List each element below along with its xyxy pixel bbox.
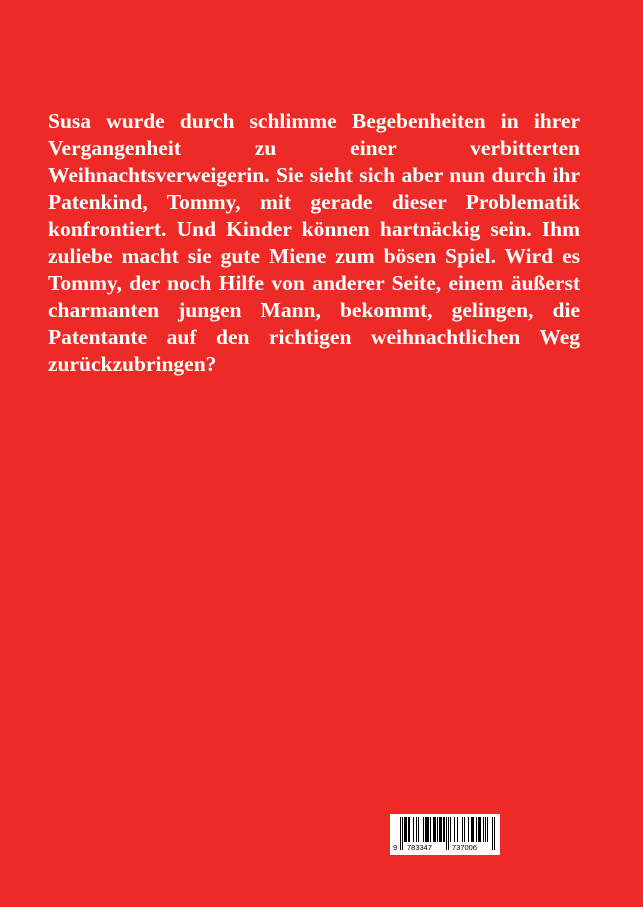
barcode-bar bbox=[418, 817, 419, 842]
barcode-bar bbox=[404, 817, 405, 842]
barcode-bar bbox=[457, 817, 458, 842]
barcode-bar bbox=[416, 817, 417, 842]
barcode-bar bbox=[444, 817, 445, 842]
barcode-bar bbox=[426, 817, 427, 842]
barcode-bar bbox=[462, 817, 463, 842]
barcode-bar bbox=[464, 817, 465, 842]
barcode-bar bbox=[434, 817, 435, 842]
barcode-bar bbox=[487, 817, 488, 842]
barcode-bar bbox=[478, 817, 479, 842]
barcode-bar bbox=[439, 817, 440, 842]
barcode-bar bbox=[409, 817, 410, 842]
barcode-bar bbox=[423, 817, 424, 842]
barcode-bar bbox=[479, 817, 480, 842]
barcode-bar bbox=[480, 817, 481, 842]
barcode-left-group: 783347 bbox=[407, 843, 433, 852]
barcode-bar bbox=[440, 817, 441, 842]
barcode-bar bbox=[476, 817, 477, 842]
barcode-bar bbox=[473, 817, 474, 842]
barcode-bar bbox=[425, 817, 426, 842]
barcode-bar bbox=[441, 817, 442, 842]
barcode-digits bbox=[390, 842, 500, 853]
barcode-bar bbox=[435, 817, 436, 842]
barcode-bar bbox=[430, 817, 431, 842]
barcode-bar bbox=[472, 817, 473, 842]
barcode-bar bbox=[433, 817, 434, 842]
barcode-bar bbox=[437, 817, 438, 842]
barcode-bar bbox=[413, 817, 414, 842]
barcode-bar bbox=[428, 817, 429, 842]
barcode-right-group: 737006 bbox=[452, 843, 478, 852]
back-cover-blurb: Susa wurde durch schlimme Begebenheiten in ihrer Vergangenheit zu einer verbitterten Weihnachtsverweigerin. Sie sieht sich aber nun durch ihr Patenkind, Tommy, mit gerade dieser Problematik konfrontiert. Und Kinder können hartnäckig sein. Ihm zuliebe macht sie gute Miene zum bösen Spiel. Wird es Tommy, der noch Hilfe von anderer Seite, einem äußerst charmanten jungen Mann, bekommt, gelingen, die Patentante auf den richtigen weihnachtlichen Weg zurückzubringen? bbox=[48, 109, 580, 376]
barcode-bar bbox=[427, 817, 428, 842]
barcode-bar bbox=[405, 817, 406, 842]
barcode-bar bbox=[485, 817, 486, 842]
barcode-bar bbox=[471, 817, 472, 842]
barcode-bar bbox=[454, 817, 455, 842]
barcode-bar bbox=[450, 817, 451, 842]
barcode-first-digit: 9 bbox=[393, 843, 398, 852]
barcode-bar bbox=[408, 817, 409, 842]
barcode-bar bbox=[483, 817, 484, 842]
barcode-bar bbox=[406, 817, 407, 842]
barcode-bar bbox=[468, 817, 469, 842]
barcode-bar bbox=[443, 817, 444, 842]
isbn-barcode bbox=[390, 814, 500, 855]
